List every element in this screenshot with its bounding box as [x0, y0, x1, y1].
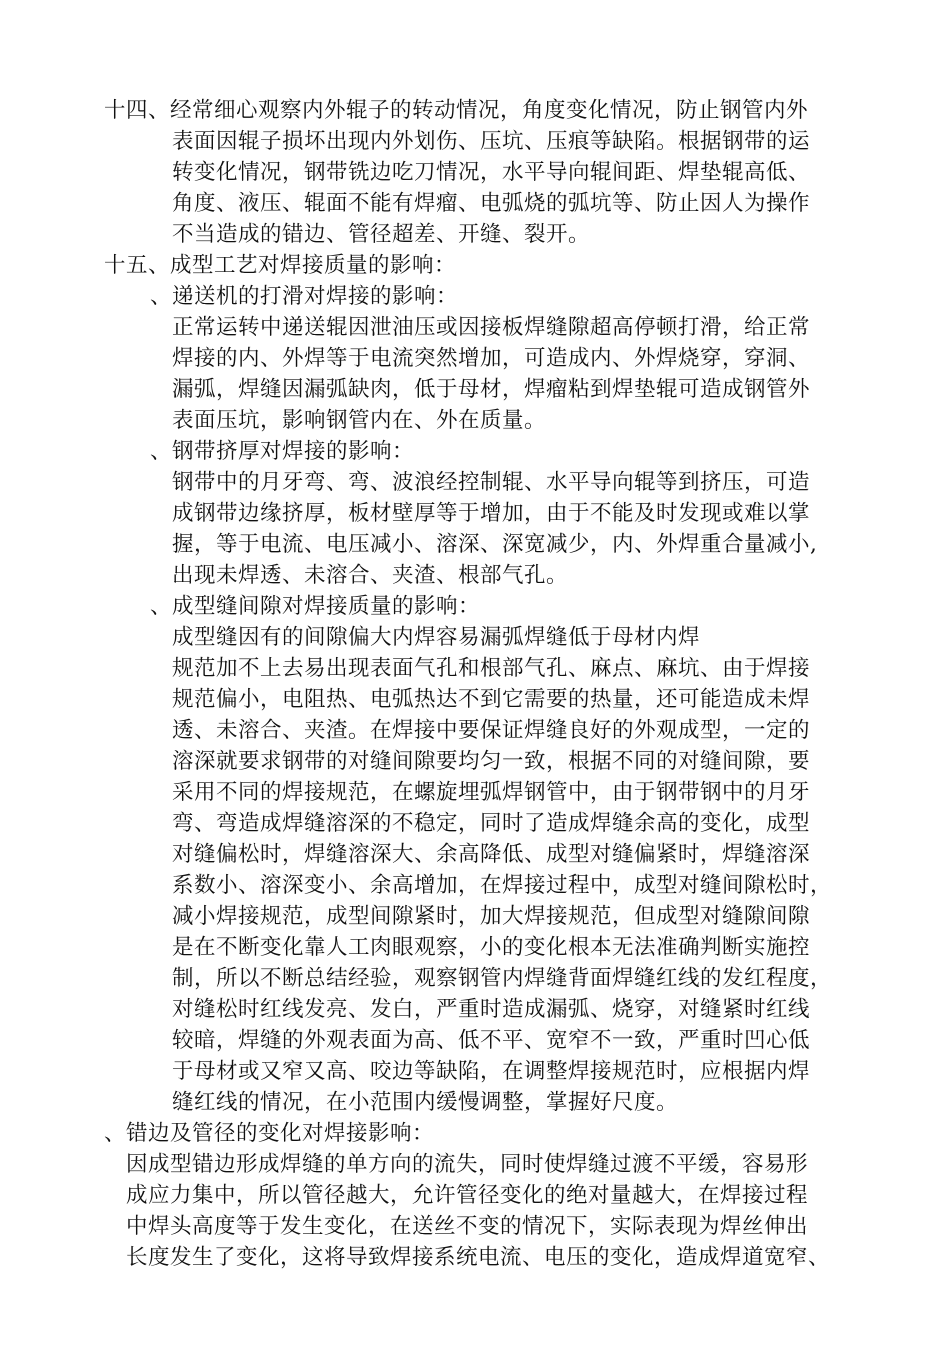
- text-line: 成应力集中，所以管径越大，允许管径变化的绝对量越大，在焊接过程: [126, 1183, 809, 1208]
- subsection-heading: 、错边及管径的变化对焊接影响：: [104, 1121, 435, 1146]
- text-line: 出现未焊透、未溶合、夹渣、根部气孔。: [172, 563, 569, 588]
- text-line: 较暗，焊缝的外观表面为高、低不平、宽窄不一致，严重时凹心低: [172, 1028, 811, 1053]
- text-line: 表面因辊子损坏出现内外划伤、压坑、压痕等缺陷。根据钢带的运: [172, 129, 811, 154]
- text-line: 弯、弯造成焊缝溶深的不稳定，同时了造成焊缝余高的变化，成型: [172, 811, 811, 836]
- text-line: 是在不断变化靠人工肉眼观察，小的变化根本无法准确判断实施控: [172, 935, 811, 960]
- subsection-heading: 、钢带挤厚对焊接的影响：: [150, 439, 415, 464]
- section-heading: 十五、成型工艺对焊接质量的影响：: [104, 253, 457, 278]
- text-line: 溶深就要求钢带的对缝间隙要均匀一致，根据不同的对缝间隙，要: [172, 749, 811, 774]
- text-line: 对缝偏松时，焊缝溶深大、余高降低、成型对缝偏紧时，焊缝溶深: [172, 842, 811, 867]
- text-line: 规范加不上去易出现表面气孔和根部气孔、麻点、麻坑、由于焊接: [172, 656, 811, 681]
- text-line: 长度发生了变化，这将导致焊接系统电流、电压的变化，造成焊道宽窄、: [126, 1245, 831, 1270]
- text-line: 表面压坑，影响钢管内在、外在质量。: [172, 408, 547, 433]
- text-line: 正常运转中递送辊因泄油压或因接板焊缝隙超高停顿打滑，给正常: [172, 315, 811, 340]
- text-line: 采用不同的焊接规范，在螺旋埋弧焊钢管中，由于钢带钢中的月牙: [172, 780, 811, 805]
- text-line: 缝红线的情况，在小范围内缓慢调整，掌握好尺度。: [172, 1090, 679, 1115]
- text-line: 钢带中的月牙弯、弯、波浪经控制辊、水平导向辊等到挤压，可造: [172, 470, 811, 495]
- text-line: 成钢带边缘挤厚，板材壁厚等于增加，由于不能及时发现或难以掌: [172, 501, 811, 526]
- text-line: 规范偏小，电阻热、电弧热达不到它需要的热量，还可能造成未焊: [172, 687, 811, 712]
- text-line: 系数小、溶深变小、余高增加，在焊接过程中，成型对缝间隙松时，: [172, 873, 833, 898]
- text-line: 焊接的内、外焊等于电流突然增加，可造成内、外焊烧穿，穿洞、: [172, 346, 811, 371]
- text-line: 中焊头高度等于发生变化，在送丝不变的情况下，实际表现为焊丝伸出: [126, 1214, 809, 1239]
- text-line: 减小焊接规范，成型间隙紧时，加大焊接规范，但成型对缝隙间隙: [172, 904, 811, 929]
- text-line: 对缝松时红线发亮、发白，严重时造成漏弧、烧穿，对缝紧时红线: [172, 997, 811, 1022]
- text-line: 不当造成的错边、管径超差、开缝、裂开。: [172, 222, 591, 247]
- text-line: 握，等于电流、电压减小、溶深、深宽减少，内、外焊重合量减小,: [172, 532, 818, 557]
- text-line: 转变化情况，钢带铣边吃刀情况，水平导向辊间距、焊垫辊高低、: [172, 160, 811, 185]
- text-line: 成型缝因有的间隙偏大内焊容易漏弧焊缝低于母材内焊: [172, 625, 701, 650]
- text-line: 漏弧，焊缝因漏弧缺肉，低于母材，焊瘤粘到焊垫辊可造成钢管外: [172, 377, 811, 402]
- text-line: 透、未溶合、夹渣。在焊接中要保证焊缝良好的外观成型，一定的: [172, 718, 811, 743]
- text-line: 十四、经常细心观察内外辊子的转动情况，角度变化情况，防止钢管内外: [104, 98, 809, 123]
- text-line: 制，所以不断总结经验，观察钢管内焊缝背面焊缝红线的发红程度，: [172, 966, 833, 991]
- text-line: 于母材或又窄又高、咬边等缺陷，在调整焊接规范时，应根据内焊: [172, 1059, 811, 1084]
- subsection-heading: 、递送机的打滑对焊接的影响：: [150, 284, 459, 309]
- text-line: 角度、液压、辊面不能有焊瘤、电弧烧的弧坑等、防止因人为操作: [172, 191, 811, 216]
- subsection-heading: 、成型缝间隙对焊接质量的影响：: [150, 594, 481, 619]
- text-line: 因成型错边形成焊缝的单方向的流失，同时使焊缝过渡不平缓，容易形: [126, 1152, 809, 1177]
